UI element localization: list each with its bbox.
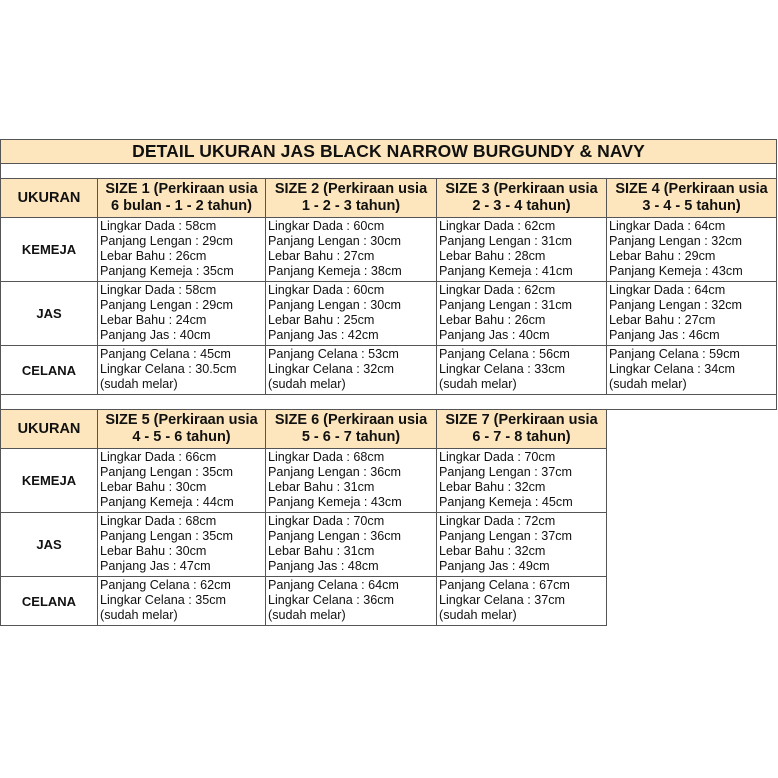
spacer-row (1, 164, 777, 179)
row-label-jas: JAS (1, 282, 98, 346)
size-header: SIZE 4 (Perkiraan usia 3 - 4 - 5 tahun) (607, 179, 777, 218)
measure-cell: Lingkar Dada : 60cm Panjang Lengan : 30cm Lebar Bahu : 25cm Panjang Jas : 42cm (266, 282, 437, 346)
measure-cell: Lingkar Dada : 58cm Panjang Lengan : 29cm Lebar Bahu : 24cm Panjang Jas : 40cm (98, 282, 266, 346)
chart-title: DETAIL UKURAN JAS BLACK NARROW BURGUNDY & NAVY (1, 140, 777, 164)
size-header: SIZE 1 (Perkiraan usia 6 bulan - 1 - 2 tahun) (98, 179, 266, 218)
ukuran-header: UKURAN (1, 179, 98, 218)
size-header: SIZE 2 (Perkiraan usia 1 - 2 - 3 tahun) (266, 179, 437, 218)
measure-cell: Lingkar Dada : 64cm Panjang Lengan : 32cm Lebar Bahu : 27cm Panjang Jas : 46cm (607, 282, 777, 346)
measure-cell: Lingkar Dada : 70cm Panjang Lengan : 36cm Lebar Bahu : 31cm Panjang Jas : 48cm (266, 513, 437, 577)
row-label-celana: CELANA (1, 577, 98, 626)
size-chart-sheet (0, 139, 776, 626)
row-label-celana: CELANA (1, 346, 98, 395)
size-header: SIZE 6 (Perkiraan usia 5 - 6 - 7 tahun) (266, 410, 437, 449)
measure-cell: Panjang Celana : 45cm Lingkar Celana : 30.5cm (sudah melar) (98, 346, 266, 395)
measure-cell: Lingkar Dada : 66cm Panjang Lengan : 35cm Lebar Bahu : 30cm Panjang Kemeja : 44cm (98, 449, 266, 513)
measure-cell: Lingkar Dada : 68cm Panjang Lengan : 35cm Lebar Bahu : 30cm Panjang Jas : 47cm (98, 513, 266, 577)
row-label-kemeja: KEMEJA (1, 218, 98, 282)
size-chart-table (0, 139, 777, 626)
measure-cell: Panjang Celana : 62cm Lingkar Celana : 35cm (sudah melar) (98, 577, 266, 626)
measure-cell: Panjang Celana : 53cm Lingkar Celana : 32cm (sudah melar) (266, 346, 437, 395)
measure-cell: Lingkar Dada : 72cm Panjang Lengan : 37cm Lebar Bahu : 32cm Panjang Jas : 49cm (437, 513, 607, 577)
size-header: SIZE 3 (Perkiraan usia 2 - 3 - 4 tahun) (437, 179, 607, 218)
row-label-jas: JAS (1, 513, 98, 577)
measure-cell: Panjang Celana : 59cm Lingkar Celana : 34cm (sudah melar) (607, 346, 777, 395)
size-header: SIZE 7 (Perkiraan usia 6 - 7 - 8 tahun) (437, 410, 607, 449)
measure-cell: Panjang Celana : 67cm Lingkar Celana : 37cm (sudah melar) (437, 577, 607, 626)
ukuran-header: UKURAN (1, 410, 98, 449)
row-label-kemeja: KEMEJA (1, 449, 98, 513)
measure-cell: Lingkar Dada : 60cm Panjang Lengan : 30cm Lebar Bahu : 27cm Panjang Kemeja : 38cm (266, 218, 437, 282)
measure-cell: Panjang Celana : 64cm Lingkar Celana : 36cm (sudah melar) (266, 577, 437, 626)
size-header: SIZE 5 (Perkiraan usia 4 - 5 - 6 tahun) (98, 410, 266, 449)
measure-cell: Lingkar Dada : 58cm Panjang Lengan : 29cm Lebar Bahu : 26cm Panjang Kemeja : 35cm (98, 218, 266, 282)
measure-cell: Lingkar Dada : 70cm Panjang Lengan : 37cm Lebar Bahu : 32cm Panjang Kemeja : 45cm (437, 449, 607, 513)
measure-cell: Panjang Celana : 56cm Lingkar Celana : 33cm (sudah melar) (437, 346, 607, 395)
empty-area (607, 410, 777, 626)
measure-cell: Lingkar Dada : 64cm Panjang Lengan : 32cm Lebar Bahu : 29cm Panjang Kemeja : 43cm (607, 218, 777, 282)
measure-cell: Lingkar Dada : 62cm Panjang Lengan : 31cm Lebar Bahu : 26cm Panjang Jas : 40cm (437, 282, 607, 346)
measure-cell: Lingkar Dada : 68cm Panjang Lengan : 36cm Lebar Bahu : 31cm Panjang Kemeja : 43cm (266, 449, 437, 513)
measure-cell: Lingkar Dada : 62cm Panjang Lengan : 31cm Lebar Bahu : 28cm Panjang Kemeja : 41cm (437, 218, 607, 282)
spacer-row (1, 395, 777, 410)
